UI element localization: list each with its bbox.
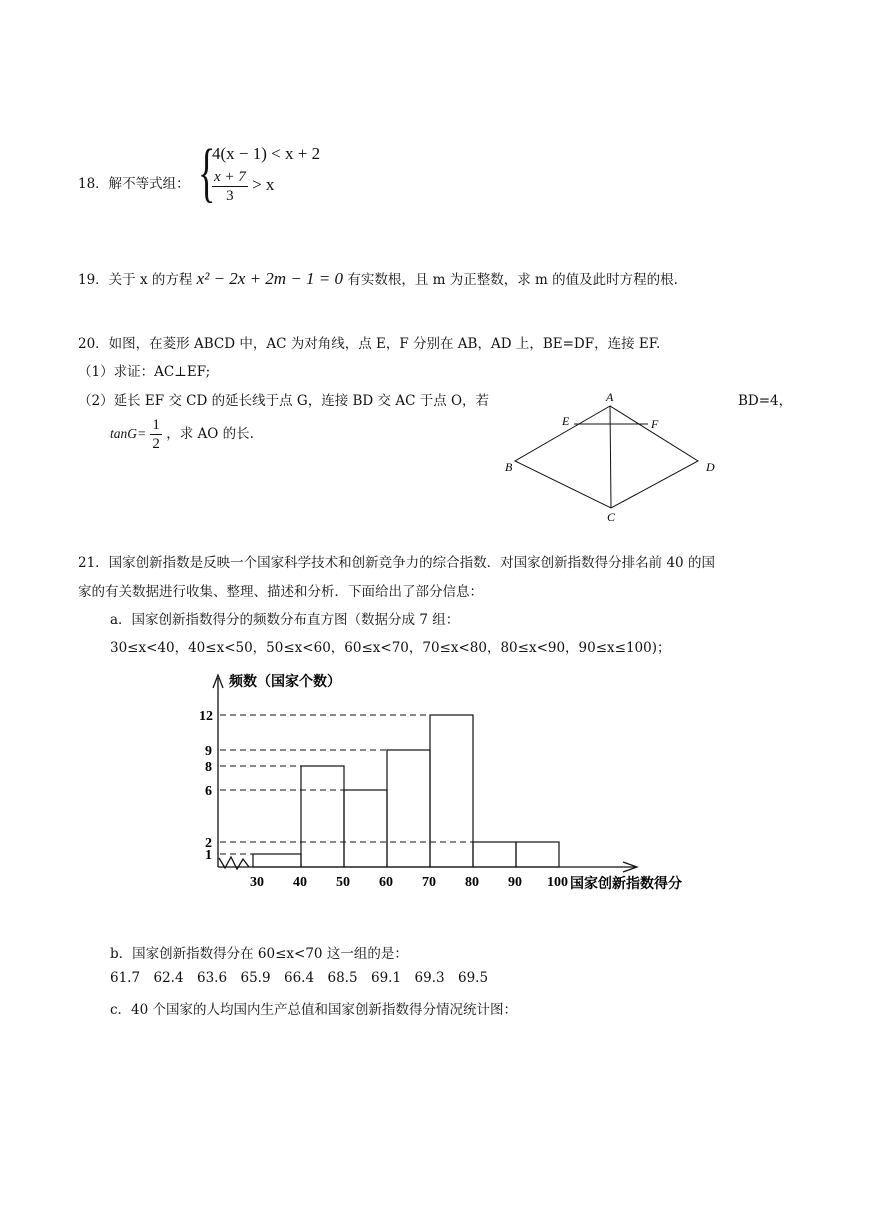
- q18-fraction-num: x + 7: [214, 169, 246, 185]
- b-value: 66.4: [284, 970, 315, 986]
- q21-line1: 21．国家创新指数是反映一个国家科学技术和创新竞争力的综合指数．对国家创新指数得分排名前 40 的国: [78, 555, 715, 571]
- q21-b-values: [110, 970, 502, 986]
- b-value: 65.9: [240, 970, 271, 986]
- q21-line2: 家的有关数据进行收集、整理、描述和分析．下面给出了部分信息：: [78, 584, 483, 600]
- q19-text-b: 有实数根，且 m 为正整数，求 m 的值及此时方程的根.: [347, 272, 678, 288]
- q21-groups-line: 30≤x<40，40≤x<50，50≤x<60，60≤x<70，70≤x<80，80≤x<90，90≤x≤100)；: [110, 640, 671, 656]
- y-tick-label: 2: [205, 836, 212, 851]
- x-tick-label: 70: [422, 875, 436, 890]
- q20-tan-a: tanG=: [110, 426, 147, 441]
- q21-b-line: b．国家创新指数得分在 60≤x<70 这一组的是：: [110, 946, 408, 962]
- q18-inequality-1: 4(x − 1) < x + 2: [212, 144, 321, 163]
- b-value: 69.3: [414, 970, 445, 986]
- q18-fraction-den: 3: [226, 188, 234, 204]
- histogram-bar: [430, 715, 473, 867]
- q20-part2-bd: BD=4，: [738, 393, 793, 409]
- histogram-bar: [253, 854, 301, 867]
- x-tick-label: 100: [547, 875, 568, 890]
- q19-line: [78, 268, 678, 289]
- q20-part2: （2）延长 EF 交 CD 的延长线于点 G，连接 BD 交 AC 于点 O，若: [78, 393, 490, 409]
- label-c: C: [607, 510, 616, 524]
- b-value: 69.1: [371, 970, 402, 986]
- y-tick-label: 9: [205, 744, 212, 759]
- y-tick-label: 12: [199, 709, 213, 724]
- x-tick-label: 90: [508, 875, 522, 890]
- q19-equation: x² − 2x + 2m − 1 = 0: [196, 269, 344, 288]
- q18-label: 18．解不等式组：: [78, 176, 190, 192]
- y-axis-label: 频数（国家个数）: [229, 674, 341, 690]
- y-tick-label: 1: [205, 848, 212, 863]
- x-tick-label: 60: [379, 875, 393, 890]
- label-e: E: [562, 414, 570, 428]
- q20-line1: 20．如图，在菱形 ABCD 中，AC 为对角线，点 E，F 分别在 AB，AD 上，BE=DF，连接 EF.: [78, 336, 661, 352]
- q18-inequality-2-rest: > x: [252, 175, 275, 194]
- q20-tan-den: 2: [152, 436, 160, 452]
- rhombus-outline: [515, 406, 698, 508]
- q21-a-line: a．国家创新指数得分的频数分布直方图（数据分成 7 组：: [110, 612, 460, 628]
- b-value: 61.7: [110, 970, 141, 986]
- label-b: B: [505, 460, 513, 474]
- diagonal-ac: [610, 406, 611, 508]
- x-tick-label: 50: [336, 875, 350, 890]
- histogram-bar: [301, 766, 344, 867]
- y-tick-label: 6: [205, 784, 212, 799]
- histogram-bar: [344, 790, 387, 867]
- q18-inequality-2: [212, 168, 274, 205]
- b-value: 68.5: [327, 970, 358, 986]
- x-tick-label: 40: [293, 875, 307, 890]
- label-a: A: [606, 390, 614, 404]
- q21-c-line: c．40 个国家的人均国内生产总值和国家创新指数得分情况统计图：: [110, 1002, 518, 1018]
- q20-tan-num: 1: [152, 417, 160, 433]
- rhombus-figure: [500, 385, 730, 525]
- q19-text-a: 19．关于 x 的方程: [78, 272, 193, 288]
- label-d: D: [706, 460, 715, 474]
- q18-fraction: [212, 168, 248, 205]
- histogram-bar: [387, 750, 430, 867]
- b-value: 63.6: [197, 970, 228, 986]
- x-tick-label: 80: [465, 875, 479, 890]
- y-tick-label: 8: [205, 760, 212, 775]
- x-tick-label: 30: [250, 875, 264, 890]
- q20-tan-line: [110, 416, 254, 453]
- frequency-histogram: [195, 670, 715, 895]
- q20-part1: （1）求证：AC⊥EF;: [78, 364, 211, 380]
- b-value: 69.5: [458, 970, 489, 986]
- q18-brace: {: [198, 136, 216, 209]
- q20-tan-b: ，求 AO 的长.: [166, 426, 254, 442]
- histogram-bar: [473, 842, 516, 867]
- b-value: 62.4: [153, 970, 184, 986]
- histogram-bar: [516, 842, 559, 867]
- label-f: F: [651, 417, 659, 431]
- x-axis-label: 国家创新指数得分: [570, 876, 682, 892]
- q20-tan-fraction: [150, 416, 162, 453]
